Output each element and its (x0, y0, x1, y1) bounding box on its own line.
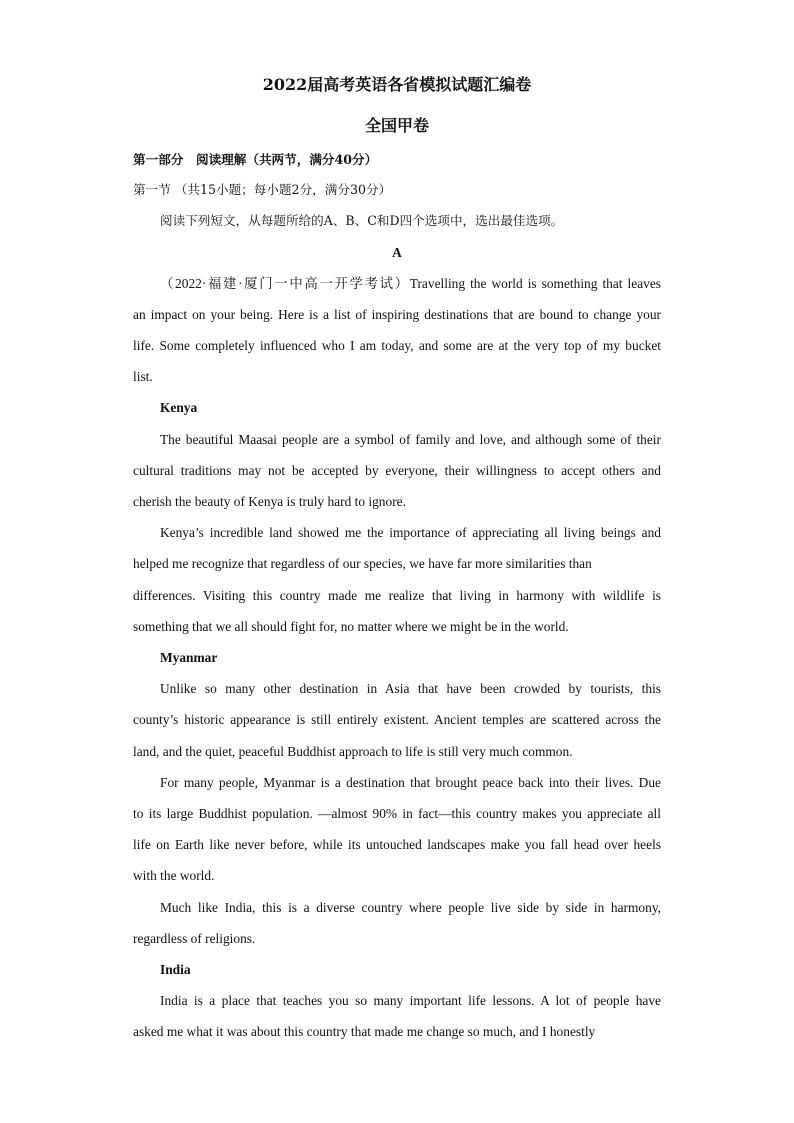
section-heading: 第一节 （共15小题；每小题2分，满分30分） (133, 182, 392, 197)
passage-line: asked me what it was about this country that made me change so much, and I honestly (133, 1024, 596, 1039)
india-heading: India (160, 962, 191, 977)
passage-line: to its large Buddhist population. —almost 90% in fact—this country makes you appreciate all (133, 806, 661, 821)
passage-line: differences. Visiting this country made me realize that living in harmony with wildlife is (133, 588, 661, 603)
kenya-heading: Kenya (160, 400, 198, 415)
document-subtitle: 全国甲卷 (364, 116, 429, 135)
passage-line: something that we all should fight for, no matter where we might be in the world. (133, 619, 569, 634)
passage-line: county’s historic appearance is still entirely existent. Ancient temples are scattered across the (133, 712, 661, 727)
passage-line: cultural traditions may not be accepted by everyone, their willingness to accept others and (133, 463, 661, 478)
passage-line: Kenya’s incredible land showed me the importance of appreciating all living beings and (160, 525, 661, 540)
passage-line: The beautiful Maasai people are a symbol of family and love, and although some of their (160, 432, 661, 447)
passage-line: India is a place that teaches you so many important life lessons. A lot of people have (160, 993, 661, 1008)
passage-line: cherish the beauty of Kenya is truly hard to ignore. (133, 494, 406, 509)
instruction-text: 阅读下列短文，从每题所给的A、B、C和D四个选项中，选出最佳选项。 (160, 213, 564, 228)
passage-line: For many people, Myanmar is a destination that brought peace back into their lives. Due (160, 775, 661, 790)
passage-line: regardless of religions. (133, 931, 256, 946)
passage-line: with the world. (133, 868, 215, 883)
passage-line: Much like India, this is a diverse country where people live side by side in harmony, (160, 900, 661, 915)
passage-line: Unlike so many other destination in Asia that have been crowded by tourists, this (160, 681, 661, 696)
part-heading: 第一部分 阅读理解（共两节，满分40分） (133, 152, 378, 167)
passage-line: life on Earth like never before, while its untouched landscapes make you fall head over heels (133, 837, 661, 852)
document-title: 2022届高考英语各省模拟试题汇编卷 (262, 75, 532, 94)
passage-line: helped me recognize that regardless of our species, we have far more similarities than (133, 556, 592, 571)
passage-line: an impact on your being. Here is a list of inspiring destinations that are bound to change your (133, 307, 661, 322)
passage-line: land, and the quiet, peaceful Buddhist approach to life is still very much common. (133, 744, 573, 759)
passage-label: A (392, 245, 402, 260)
passage-line: （2022·福建·厦门一中高一开学考试）Travelling the world is something that leaves (160, 276, 661, 291)
passage-line: life. Some completely influenced who I am today, and some are at the very top of my bucket (133, 338, 661, 353)
passage-line: list. (133, 369, 153, 384)
myanmar-heading: Myanmar (160, 650, 218, 665)
